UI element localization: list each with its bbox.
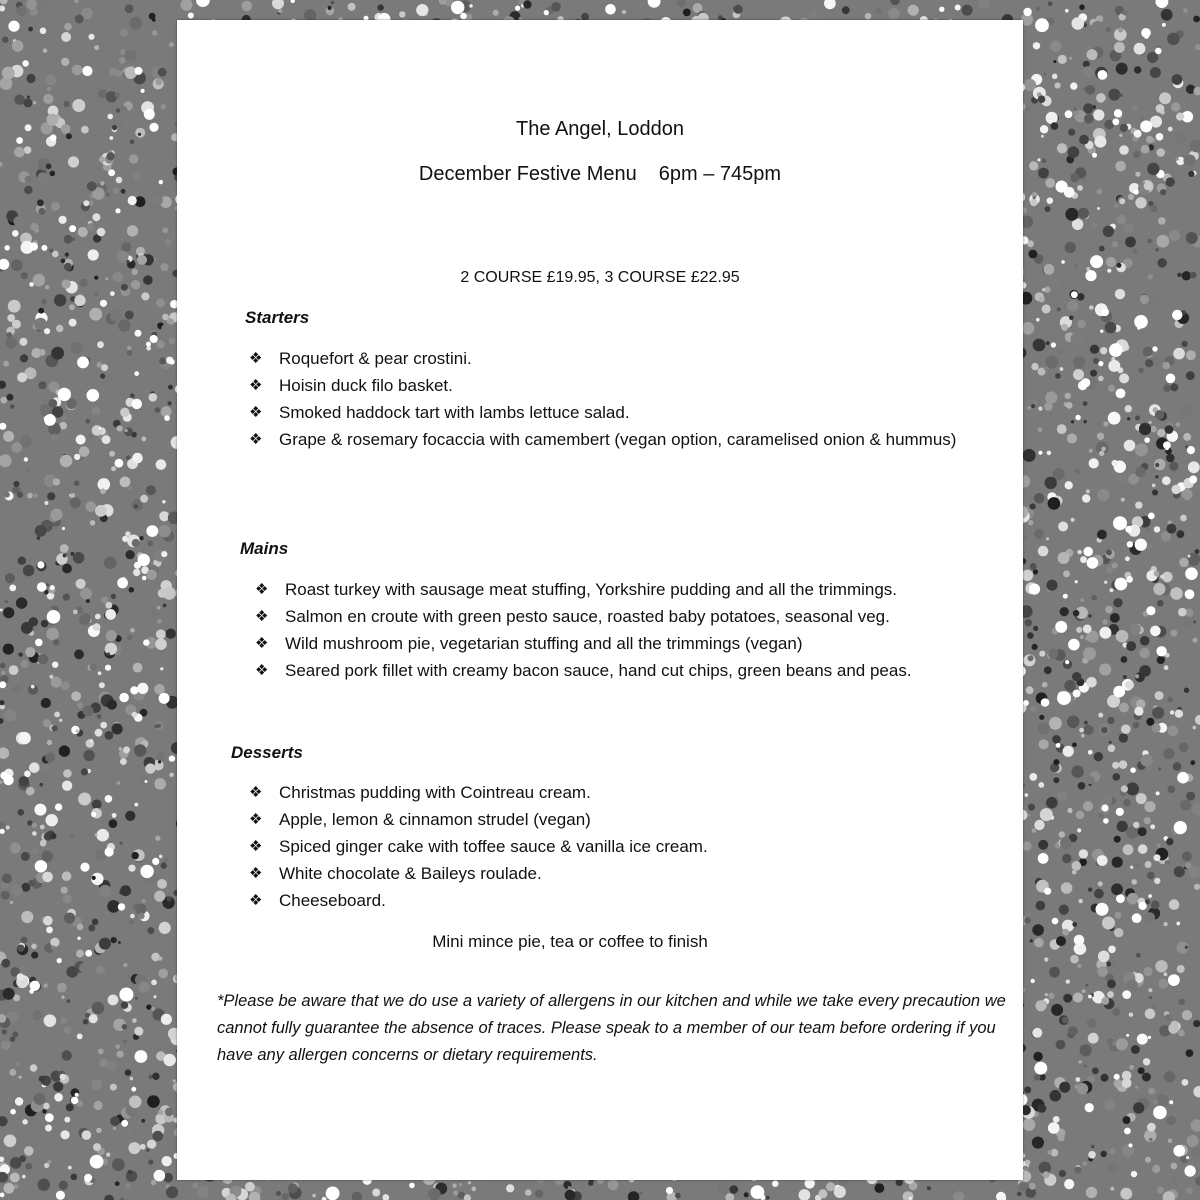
list-item — [255, 576, 897, 603]
allergen-note: *Please be aware that we do use a variety of allergens in our kitchen and while we take every precaution we cannot fully guarantee the absence of traces. Please speak to a member of our team before ordering if you have any allergen concerns or dietary requirements. — [217, 992, 1006, 1064]
list-item — [255, 603, 890, 630]
dessert-item: White chocolate & Baileys roulade. — [279, 864, 542, 883]
starter-item: Roquefort & pear crostini. — [279, 349, 472, 368]
starter-item: Grape & rosemary focaccia with camembert (vegan option, caramelised onion & hummus) — [279, 430, 957, 449]
starters-heading: Starters — [245, 308, 310, 327]
menu-name: December Festive Menu — [418, 163, 637, 185]
list-item — [249, 779, 591, 806]
list-item — [249, 887, 386, 914]
list-item — [249, 372, 453, 399]
dessert-item: Apple, lemon & cinnamon strudel (vegan) — [279, 810, 591, 829]
main-item: Wild mushroom pie, vegetarian stuffing and all the trimmings (vegan) — [285, 634, 803, 653]
list-item — [249, 860, 542, 887]
bullet-icon: ❖ — [249, 838, 263, 855]
main-item: Salmon en croute with green pesto sauce, roasted baby potatoes, seasonal veg. — [285, 607, 890, 626]
bullet-icon: ❖ — [255, 581, 269, 598]
list-item — [249, 345, 472, 372]
dessert-item: Cheeseboard. — [279, 891, 386, 910]
main-item: Roast turkey with sausage meat stuffing, Yorkshire pudding and all the trimmings. — [285, 580, 898, 599]
starter-item: Hoisin duck filo basket. — [279, 376, 453, 395]
desserts-heading: Desserts — [231, 743, 303, 762]
finish-line: Mini mince pie, tea or coffee to finish — [432, 932, 708, 951]
list-item — [255, 630, 802, 657]
menu-sheet — [177, 20, 1023, 1180]
course-pricing: 2 COURSE £19.95, 3 COURSE £22.95 — [460, 269, 740, 286]
menu-title-line — [177, 161, 1023, 188]
bullet-icon: ❖ — [255, 662, 269, 679]
list-item — [249, 426, 969, 453]
bullet-icon: ❖ — [255, 608, 269, 625]
list-item — [249, 833, 708, 860]
bullet-icon: ❖ — [249, 811, 263, 828]
dessert-item: Spiced ginger cake with toffee sauce & vanilla ice cream. — [279, 837, 708, 856]
bullet-icon: ❖ — [249, 377, 263, 394]
dessert-item: Christmas pudding with Cointreau cream. — [279, 783, 591, 802]
bullet-icon: ❖ — [249, 404, 263, 421]
venue-name: The Angel, Loddon — [516, 118, 684, 140]
list-item — [249, 806, 591, 833]
list-item — [249, 399, 630, 426]
mains-heading: Mains — [240, 539, 289, 558]
main-item: Seared pork fillet with creamy bacon sauce, hand cut chips, green beans and peas. — [285, 661, 912, 680]
list-item — [255, 657, 912, 684]
bullet-icon: ❖ — [249, 784, 263, 801]
menu-hours: 6pm – 745pm — [658, 163, 782, 185]
bullet-icon: ❖ — [249, 865, 263, 882]
starter-item: Smoked haddock tart with lambs lettuce salad. — [279, 403, 630, 422]
bullet-icon: ❖ — [249, 350, 263, 367]
bullet-icon: ❖ — [249, 431, 263, 448]
bullet-icon: ❖ — [249, 892, 263, 909]
bullet-icon: ❖ — [255, 635, 269, 652]
